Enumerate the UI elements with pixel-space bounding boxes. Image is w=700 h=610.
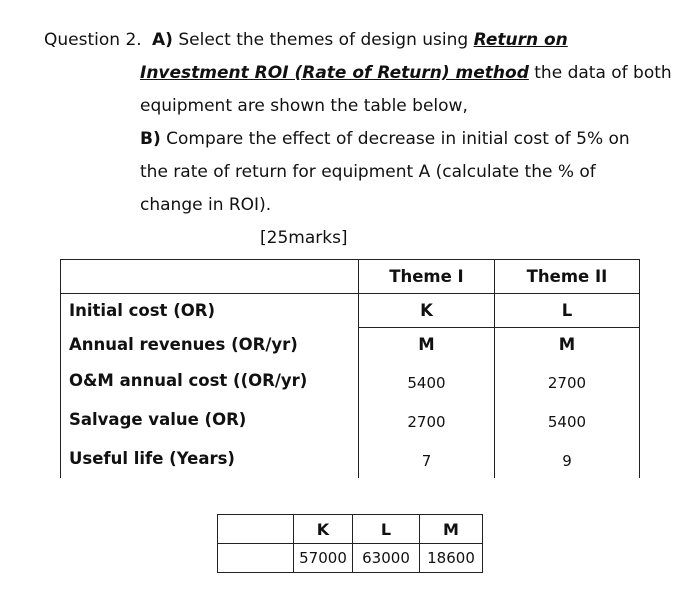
table-row <box>61 400 640 439</box>
table-header-row <box>61 260 640 294</box>
klm-value-m: 18600 <box>420 544 483 573</box>
theme-1-value: 7 <box>359 439 495 478</box>
table-row <box>61 439 640 478</box>
header-blank-cell <box>61 260 359 294</box>
klm-value-k: 57000 <box>294 544 353 573</box>
theme-2-value: 2700 <box>494 361 639 400</box>
klm-blank-cell <box>218 544 294 573</box>
theme-1-value: K <box>359 294 495 328</box>
part-b-line-1 <box>140 129 630 149</box>
klm-value-row <box>218 544 483 573</box>
theme-1-value: 5400 <box>359 361 495 400</box>
theme-2-value: M <box>494 328 639 362</box>
marks-label: [25marks] <box>260 228 348 248</box>
part-a-text-2: the data of both <box>528 63 672 83</box>
theme-2-value: 9 <box>494 439 639 478</box>
theme-2-value: 5400 <box>494 400 639 439</box>
klm-value-l: 63000 <box>353 544 420 573</box>
klm-header-k: K <box>294 515 353 544</box>
row-label: Useful life (Years) <box>61 439 359 478</box>
part-a-emphasis-1: Return on <box>473 30 568 50</box>
row-label: Salvage value (OR) <box>61 400 359 439</box>
klm-header-m: M <box>420 515 483 544</box>
question-number: Question 2. <box>44 30 142 50</box>
klm-header-row <box>218 515 483 544</box>
table-row <box>61 328 640 362</box>
table-row <box>61 361 640 400</box>
row-label: Annual revenues (OR/yr) <box>61 328 359 362</box>
row-label: O&M annual cost ((OR/yr) <box>61 361 359 400</box>
klm-blank-cell <box>218 515 294 544</box>
klm-header-l: L <box>353 515 420 544</box>
part-a-line-3: equipment are shown the table below, <box>140 96 468 116</box>
part-b-line-2: the rate of return for equipment A (calculate the % of <box>140 162 596 182</box>
part-a-line-2 <box>140 63 672 83</box>
part-a-line-1 <box>152 30 568 50</box>
part-a-prefix: A) <box>152 30 173 50</box>
theme-1-value: 2700 <box>359 400 495 439</box>
theme-1-value: M <box>359 328 495 362</box>
part-b-line-3: change in ROI). <box>140 195 272 215</box>
part-b-prefix: B) <box>140 129 161 149</box>
row-label: Initial cost (OR) <box>61 294 359 328</box>
klm-values-table <box>217 514 483 573</box>
part-b-text-1: Compare the effect of decrease in initial cost of 5% on <box>160 129 630 149</box>
header-theme-2: Theme II <box>494 260 639 294</box>
part-a-emphasis-2: Investment ROI (Rate of Return) method <box>140 63 529 83</box>
theme-2-value: L <box>494 294 639 328</box>
part-a-text-1: Select the themes of design using <box>172 30 474 50</box>
table-row <box>61 294 640 328</box>
header-theme-1: Theme I <box>359 260 495 294</box>
equipment-data-table <box>60 259 640 478</box>
